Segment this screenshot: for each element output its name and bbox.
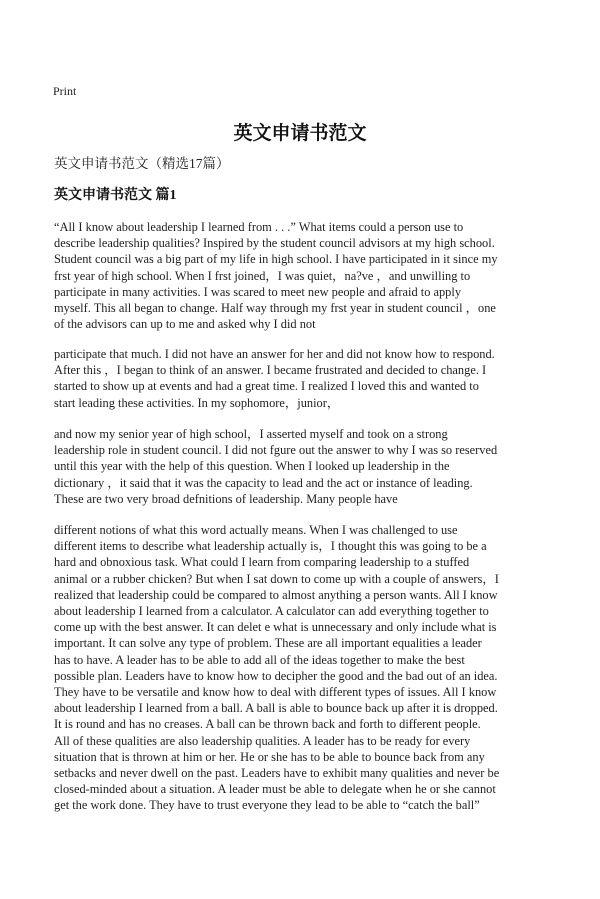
paragraph-line: These are two very broad defnitions of leadership. Many people have [54, 491, 398, 506]
paragraph-line: After this ，I began to think of an answer. I became frustrated and decided to change. I [54, 363, 487, 378]
paragraph-line: about leadership I learned from a calculator. A calculator can add everything together to [54, 604, 489, 619]
paragraph-line: myself. This all began to change. Half way through my frst year in student council ，one [54, 301, 496, 316]
paragraph-line: describe leadership qualities? Inspired by the student council advisors at my high school. [54, 236, 495, 251]
paragraph-line: They have to be versatile and know how to deal with different types of issues. All I know [54, 685, 497, 700]
paragraph-line: closed-minded about a situation. A leader must be able to delegate when he or she cannot [54, 782, 496, 797]
print-label: Print [53, 84, 77, 98]
paragraph-line: hard and obnoxious task. What could I learn from comparing leadership to a stuffed [54, 555, 470, 570]
paragraph-line: different items to describe what leadership actually is，I thought this was going to be a [54, 539, 487, 554]
paragraph-line: until this year with the help of this question. When I looked up leadership in the [54, 459, 450, 474]
document-subtitle: 英文申请书范文（精选17篇） [54, 156, 230, 171]
paragraph-line: possible plan. Leaders have to know how to decipher the good and the bad out of an idea. [54, 668, 498, 683]
paragraph-line: of the advisors can up to me and asked why I did not [54, 317, 316, 332]
paragraph-line: leadership role in student council. I did not fgure out the answer to why I was so reserved [54, 443, 498, 458]
paragraph-line: different notions of what this word actually means. When I was challenged to use [54, 523, 458, 537]
paragraph-1 [54, 219, 544, 332]
paragraph-line: situation that is thrown at him or her. He or she has to be able to bounce back from any [54, 749, 485, 764]
paragraph-line: realized that leadership could be compared to almost anything a person wants. All I know [54, 587, 498, 602]
paragraph-2 [54, 346, 544, 411]
paragraph-line: All of these qualities are also leadership qualities. A leader has to be ready for every [54, 733, 471, 748]
paragraph-line: “All I know about leadership I learned from . . .” What items could a person use to [54, 220, 464, 234]
paragraph-line: It is round and has no creases. A ball can be thrown back and forth to different people. [54, 717, 481, 732]
paragraph-line: come up with the best answer. It can delet e what is unnecessary and only include what is [54, 620, 497, 635]
section-heading: 英文申请书范文 篇1 [54, 188, 177, 203]
paragraph-line: participate in many activities. I was scared to meet new people and afraid to apply [54, 284, 462, 299]
page-title: 英文申请书范文 [233, 123, 367, 144]
paragraph-line: participate that much. I did not have an answer for her and did not know how to respond. [54, 347, 495, 361]
paragraph-line: start leading these activities. In my sophomore，junior， [54, 395, 340, 410]
paragraph-line: about leadership I learned from a ball. A ball is able to bounce back up after it is dropped. [54, 701, 498, 716]
paragraph-line: dictionary ，it said that it was the capacity to lead and the act or instance of leading. [54, 475, 473, 490]
paragraph-line: animal or a rubber chicken? But when I sat down to come up with a couple of answers，I [54, 571, 499, 586]
paragraph-line: frst year of high school. When I frst joined，I was quiet，na?ve ，and unwilling to [54, 268, 471, 283]
paragraph-line: started to show up at events and had a great time. I realized I loved this and wanted to [54, 379, 479, 394]
paragraph-line: important. It can solve any type of problem. These are all important equalities a leader [54, 636, 482, 651]
paragraph-4 [54, 522, 544, 814]
paragraph-line: get the work done. They have to trust everyone they lead to be able to “catch the ball” [54, 798, 480, 813]
paragraph-line: Student council was a big part of my life in high school. I have participated in it since my [54, 252, 498, 267]
paragraph-line: has to have. A leader has to be able to add all of the ideas together to make the best [54, 652, 465, 667]
paragraph-line: setbacks and never dwell on the past. Leaders have to exhibit many qualities and never be [54, 766, 500, 781]
paragraph-line: and now my senior year of high school，I asserted myself and took on a strong [54, 427, 448, 441]
paragraph-3 [54, 426, 544, 507]
